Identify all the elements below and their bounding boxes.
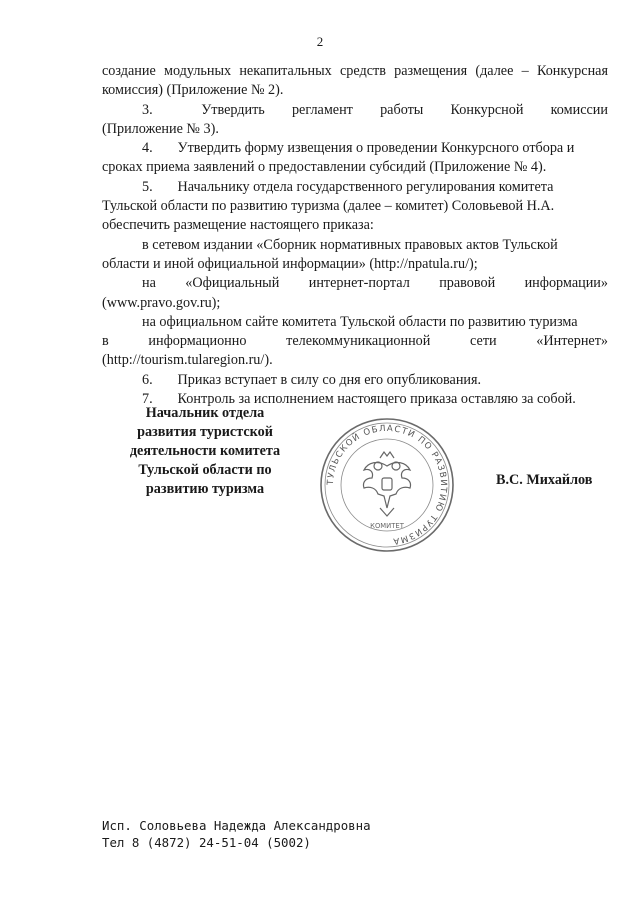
list-item-5 (102, 178, 608, 197)
text-line: комиссия) (Приложение № 2). (102, 82, 284, 99)
seal-inner-ring (341, 439, 433, 531)
text-line: в информационно телекоммуникационной сети «Интернет» (102, 333, 608, 350)
signatory-title (120, 404, 290, 499)
text-line: создание модульных некапитальных средств размещения (далее – Конкурсная (102, 63, 608, 79)
double-headed-eagle-icon (363, 452, 410, 516)
item-text: Утвердить форму извещения о проведении Конкурсного отбора и (177, 140, 575, 157)
list-item-6 (102, 371, 608, 390)
item-number: 4. (142, 140, 153, 157)
text-line: на «Официальный интернет-портал правовой информации» (142, 275, 608, 292)
item-text: Утвердить регламент работы Конкурсной комиссии (201, 101, 608, 118)
signatory-title-line: Начальник отдела (145, 405, 265, 421)
page-number: 2 (316, 34, 324, 49)
signatory-title-line: Тульской области по (138, 462, 272, 478)
text-line: на официальном сайте комитета Тульской области по развитию туризма (142, 313, 578, 330)
executor-name: Исп. Соловьева Надежда Александровна (102, 818, 371, 833)
text-line: сроках приема заявлений о предоставлении субсидий (Приложение № 4). (102, 159, 547, 176)
item-text: Контроль за исполнением настоящего приказа оставляю за собой. (177, 391, 576, 408)
list-item-4 (102, 139, 608, 158)
list-item-3 (102, 101, 608, 120)
signatory-title-line: деятельности комитета (129, 443, 281, 459)
item-number: 5. (142, 178, 153, 195)
text-line: обеспечить размещение настоящего приказа: (102, 217, 374, 234)
item-text: Приказ вступает в силу со дня его опубликования. (177, 371, 482, 388)
text-line: (Приложение № 3). (102, 120, 219, 137)
signatory-title-line: развития туристской (137, 424, 273, 440)
text-line: области и иной официальной информации» (http://npatula.ru/); (102, 255, 478, 272)
text-line: (http://tourism.tularegion.ru/). (102, 352, 273, 369)
item-number: 7. (142, 391, 153, 408)
seal-outer-text: ТУЛЬСКОЙ ОБЛАСТИ ПО РАЗВИТИЮ ТУРИЗМА (325, 423, 449, 546)
text-line: Тульской области по развитию туризма (далее – комитет) Соловьевой Н.А. (102, 198, 555, 215)
official-seal (318, 416, 456, 554)
seal-inner-text: КОМИТЕТ (370, 522, 404, 530)
item-text: Начальнику отдела государственного регулирования комитета (177, 178, 554, 195)
order-body (102, 62, 608, 409)
signatory-name: В.С. Михайлов (496, 472, 593, 488)
signatory-title-line: развитию туризма (145, 481, 265, 497)
item-number: 3. (142, 101, 153, 118)
text-line: в сетевом издании «Сборник нормативных правовых актов Тульской (142, 236, 558, 253)
executor-phone: Тел 8 (4872) 24-51-04 (5002) (102, 835, 311, 850)
document-footer (102, 817, 371, 851)
text-line: (www.pravo.gov.ru); (102, 294, 221, 311)
item-number: 6. (142, 371, 153, 388)
